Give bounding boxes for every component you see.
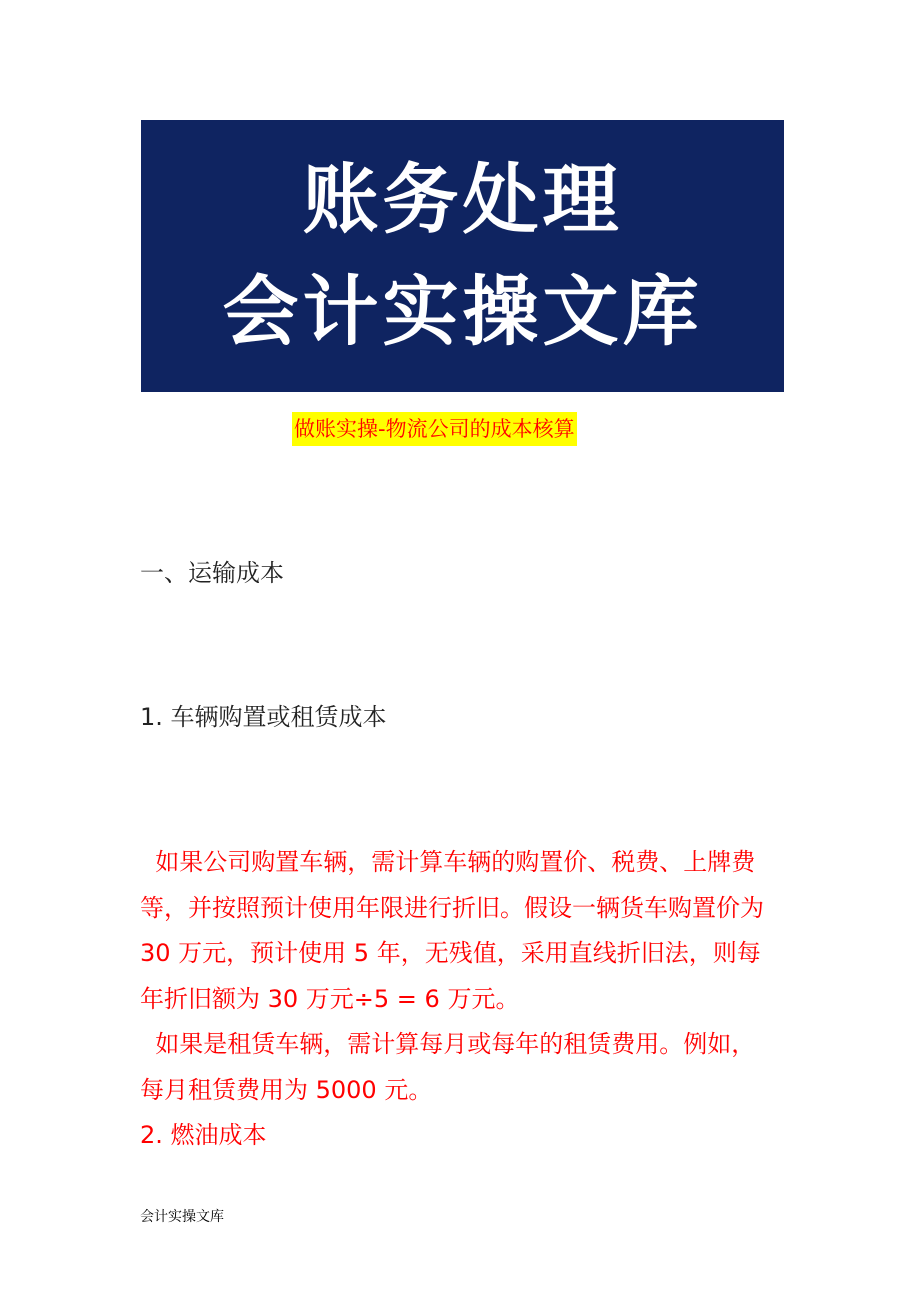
body-line: 如果是租赁车辆，需计算每月或每年的租赁费用。例如， — [140, 1030, 756, 1058]
body-line-fuel-cost-heading: 2. 燃油成本 — [140, 1121, 267, 1149]
body-line: 如果公司购置车辆，需计算车辆的购置价、税费、上牌费 — [140, 848, 756, 876]
title-banner — [141, 120, 784, 392]
body-line: 每月租赁费用为 5000 元。 — [140, 1075, 433, 1104]
body-line: 年折旧额为 30 万元÷5 = 6 万元。 — [140, 984, 520, 1013]
body-line: 等，并按照预计使用年限进行折旧。假设一辆货车购置价为 — [140, 893, 764, 922]
page-footer: 会计实操文库 — [140, 1209, 224, 1225]
banner-title-line-2: 会计实操文库 — [222, 267, 703, 356]
subsection-heading-vehicle-cost: 1. 车辆购置或租赁成本 — [140, 703, 387, 731]
banner-title-line-1: 账务处理 — [302, 155, 623, 244]
section-heading-transport-cost: 一、运输成本 — [140, 559, 284, 587]
body-line: 30 万元，预计使用 5 年，无残值，采用直线折旧法，则每 — [140, 939, 761, 967]
body-paragraph — [140, 840, 790, 1159]
document-subtitle: 做账实操-物流公司的成本核算 — [292, 412, 577, 446]
